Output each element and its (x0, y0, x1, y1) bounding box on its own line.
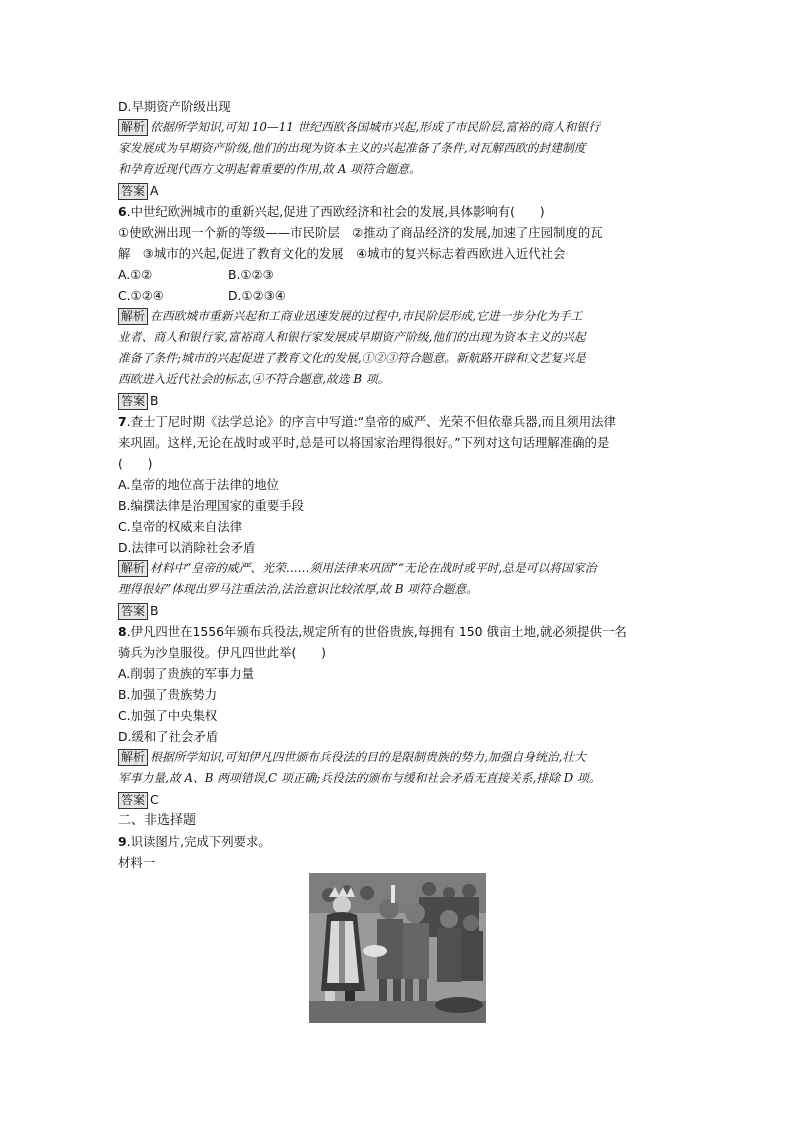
q8-answer (118, 789, 678, 810)
option-d: D.法律可以消除社会矛盾 (118, 540, 256, 555)
q6-statement: ①使欧洲出现一个新的等级——市民阶层 ②推动了商品经济的发展,加速了庄园制度的瓦 (118, 225, 603, 240)
analysis-line: 在西欧城市重新兴起和工商业迅速发展的过程中,市民阶层形成,它进一步分化为手工 (150, 309, 583, 323)
q6-options-row (118, 285, 678, 306)
option-a: A.①② (118, 267, 153, 282)
engraving-illustration (309, 873, 486, 1023)
q6-analysis (118, 306, 678, 390)
q9-stem (118, 831, 678, 852)
analysis-line: 家发展成为早期资产阶级,他们的出现为资本主义的兴起准备了条件,对瓦解西欧的封建制度 (118, 141, 586, 155)
answer-tag: 答案 (118, 792, 148, 809)
answer-tag: 答案 (118, 393, 148, 410)
q7-stem (118, 411, 678, 432)
question-text: .查士丁尼时期《法学总论》的序言中写道:“皇帝的威严、光荣不但依靠兵器,而且须用法律 (126, 414, 616, 429)
option-b: B.①②③ (228, 267, 274, 282)
option-c: C.皇帝的权威来自法律 (118, 519, 243, 534)
analysis-tag: 解析 (118, 119, 148, 136)
q6-options-row (118, 264, 678, 285)
answer-value: B (150, 393, 159, 408)
option-b: B.加强了贵族势力 (118, 687, 218, 702)
q8-analysis (118, 747, 678, 789)
q7-analysis (118, 558, 678, 600)
option-d: D.缓和了社会矛盾 (118, 729, 219, 744)
q6-statement: 解 ③城市的兴起,促进了教育文化的发展 ④城市的复兴标志着西欧进入近代社会 (118, 246, 566, 261)
option-a: A.皇帝的地位高于法律的地位 (118, 477, 279, 492)
analysis-tag: 解析 (118, 560, 148, 577)
analysis-tag: 解析 (118, 308, 148, 325)
section-title: 二、非选择题 (118, 813, 197, 828)
analysis-tag: 解析 (118, 749, 148, 766)
q7-answer (118, 600, 678, 621)
q6-answer (118, 390, 678, 411)
option-b: B.编撰法律是治理国家的重要手段 (118, 498, 304, 513)
analysis-line: 依据所学知识,可知 10—11 世纪西欧各国城市兴起,形成了市民阶层,富裕的商人和银行 (150, 120, 600, 134)
option-c: C.加强了中央集权 (118, 708, 218, 723)
answer-value: B (150, 603, 159, 618)
q8-stem-line: 骑兵为沙皇服役。伊凡四世此举( ) (118, 645, 326, 660)
analysis-line: 军事力量,故 A、B 两项错误,C 项正确;兵役法的颁布与缓和社会矛盾无直接关系,排除 D 项。 (118, 771, 601, 785)
question-text: .识读图片,完成下列要求。 (126, 834, 271, 849)
question-number: 9 (118, 834, 127, 849)
option-d: D.①②③④ (228, 288, 286, 303)
q7-stem-line: 来巩固。这样,无论在战时或平时,总是可以将国家治理得很好。”下列对这句话理解准确的是 (118, 435, 610, 450)
answer-value: A (150, 183, 159, 198)
answer-tag: 答案 (118, 183, 148, 200)
q5-analysis (118, 117, 678, 180)
analysis-line: 西欧进入近代社会的标志,④不符合题意,故选 B 项。 (118, 372, 390, 386)
question-number: 7 (118, 414, 127, 429)
answer-value: C (150, 792, 159, 807)
question-number: 8 (118, 624, 127, 639)
q8-stem (118, 621, 678, 642)
question-number: 6 (118, 204, 127, 219)
analysis-line: 准备了条件;城市的兴起促进了教育文化的发展,①②③符合题意。新航路开辟和文艺复兴是 (118, 351, 586, 365)
material-label: 材料一 (118, 855, 156, 870)
option-a: A.削弱了贵族的军事力量 (118, 666, 255, 681)
analysis-line: 业者、商人和银行家,富裕商人和银行家发展成早期资产阶级,他们的出现为资本主义的兴起 (118, 330, 586, 344)
analysis-line: 根据所学知识,可知伊凡四世颁布兵役法的目的是限制贵族的势力,加强自身统治,壮大 (150, 750, 586, 764)
q6-stem (118, 201, 678, 222)
analysis-line: 理得很好”体现出罗马注重法治,法治意识比较浓厚,故 B 项符合题意。 (118, 582, 479, 596)
document-page (118, 96, 678, 873)
option-c: C.①②④ (118, 288, 164, 303)
analysis-line: 材料中“皇帝的威严、光荣……须用法律来巩固”“无论在战时或平时,总是可以将国家治 (150, 561, 597, 575)
question-text: .中世纪欧洲城市的重新兴起,促进了西欧经济和社会的发展,具体影响有( ) (126, 204, 545, 219)
question-text: .伊凡四世在1556年颁布兵役法,规定所有的世俗贵族,每拥有 150 俄亩土地,就必须提供一名 (126, 624, 627, 639)
q5-answer (118, 180, 678, 201)
analysis-line: 和孕育近现代西方文明起着重要的作用,故 A 项符合题意。 (118, 162, 421, 176)
q7-stem-line: ( ) (118, 456, 153, 471)
answer-tag: 答案 (118, 603, 148, 620)
q5-option-d: D.早期资产阶级出现 (118, 99, 231, 114)
